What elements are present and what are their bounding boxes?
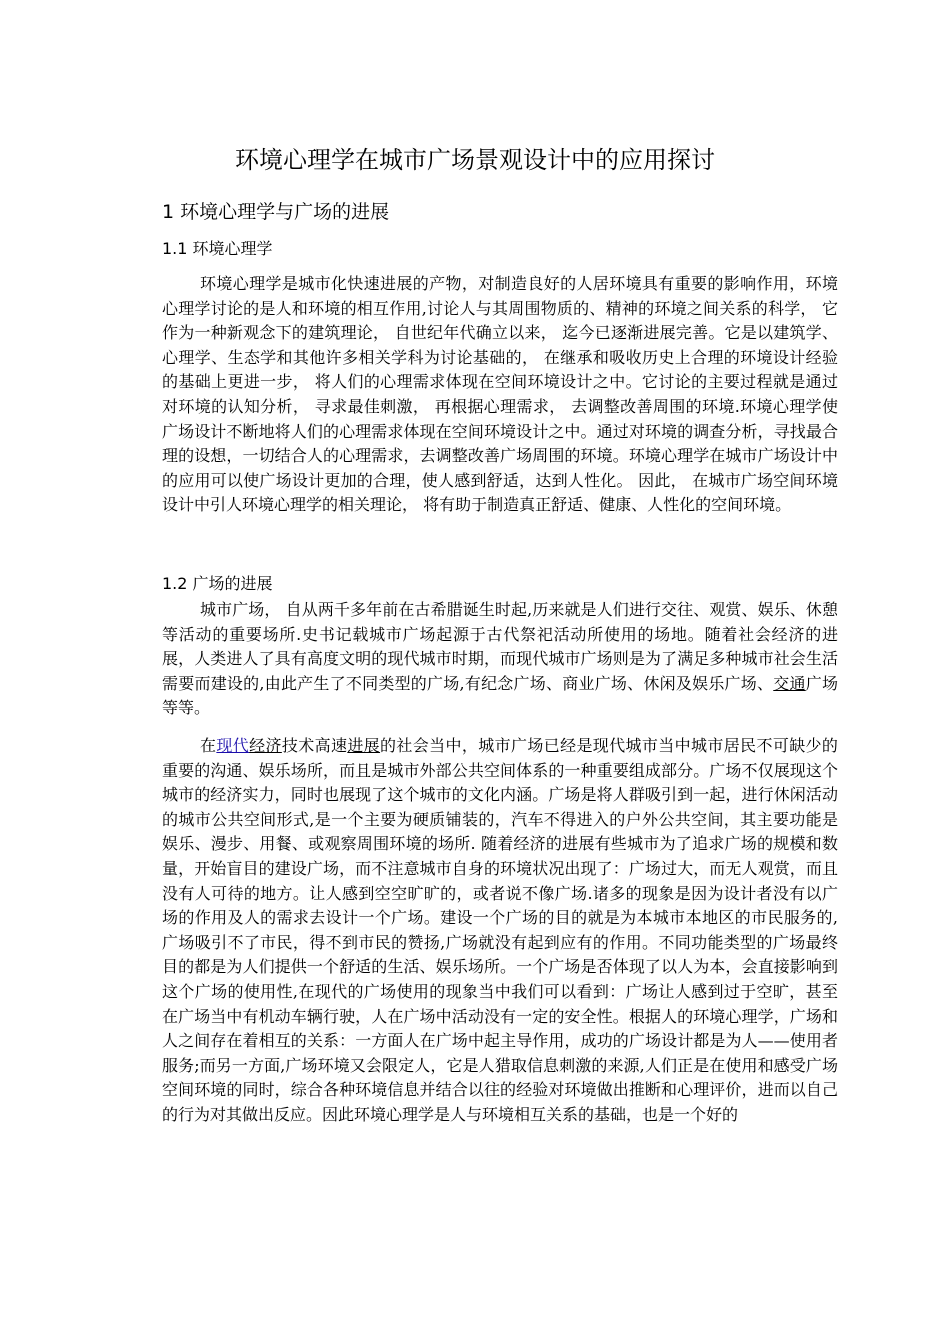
subsection-heading-1-2: 1.2 广场的进展 bbox=[162, 574, 273, 593]
paragraph-text-pre: 在 bbox=[200, 736, 217, 755]
section-heading-1: 1 环境心理学与广场的进展 bbox=[162, 201, 390, 223]
paragraph-environment-psychology: 环境心理学是城市化快速进展的产物，对制造良好的人居环境具有重要的影响作用，环境心理学讨论的是人和环境的相互作用,讨论人与其周围物质的、精神的环境之间关系的科学， 它作为一种新观念下的建筑理论， 自世纪年代确立以来， 迄今已逐渐进展完善。它是以建筑学、心理学、生态学和其他许多相关学科为讨论基础的， 在继承和吸收历史上合理的环境设计经验的基础上更进一步， 将人们的心理需求体现在空间环境设计之中。它讨论的主要过程就是通过对环境的认知分析， 寻求最佳刺激， 再根据心理需求， 去调整改善周围的环境.环境心理学使广场设计不断地将人们的心理需求体现在空间环境设计之中。通过对环境的调查分析，寻找最合理的设想，一切结合人的心理需求，去调整改善广场周围的环境。环境心理学在城市广场设计中的应用可以使广场设计更加的合理，使人感到舒适，达到人性化。 因此， 在城市广场空间环境设计中引人环境心理学的相关理论， 将有助于制造真正舒适、健康、人性化的空间环境。 bbox=[162, 274, 838, 515]
paragraph-text-mid: 技术高速 bbox=[281, 736, 348, 755]
document-title: 环境心理学在城市广场景观设计中的应用探讨 bbox=[235, 146, 715, 174]
paragraph-text: 的社会当中，城市广场已经是现代城市当中城市居民不可缺少的重要的沟通、娱乐场所，而且是城市外部公共空间体系的一种重要组成部分。广场不仅展现这个城市的经济实力，同时也展现了这个城市的文化内涵。广场是将人群吸引到一起，进行休闲活动的城市公共空间形式,是一个主要为硬质铺装的，汽车不得进入的户外公共空间，其主要功能是娱乐、漫步、用餐、或观察周围环境的场所. 随着经济的进展有些城市为了追求广场的规模和数量，开始盲目的建设广场，而不注意城市自身的环境状况出现了：广场过大，而无人观赏，而且没有人可待的地方。让人感到空空旷旷的，或者说不像广场.诸多的现象是因为设计者没有以广场的作用及人的需求去设计一个广场。建设一个广场的目的就是为本城市本地区的市民服务的,广场吸引不了市民，得不到市民的赞扬,广场就没有起到应有的作用。不同功能类型的广场最终目的都是为人们提供一个舒适的生活、娱乐场所。一个广场是否体现了以人为本，会直接影响到这个广场的使用性,在现代的广场使用的现象当中我们可以看到：广场让人感到过于空旷，甚至在广场当中有机动车辆行驶，人在广场中活动没有一定的安全性。根据人的环境心理学，广场和人之间存在着相互的关系：一方面人在广场中起主导作用，成功的广场设计都是为人——使用者服务;而另一方面,广场环境又会限定人，它是人猎取信息刺激的来源,人们正是在使用和感受广场空间环境的同时，综合各种环境信息并结合以往的经验对环境做出推断和心理评价，进而以自己的行为对其做出反应。因此环境心理学是人与环境相互关系的基础，也是一个好的 bbox=[162, 736, 838, 1124]
subsection-heading-1-1: 1.1 环境心理学 bbox=[162, 239, 273, 258]
link-modern[interactable]: 现代 bbox=[216, 736, 250, 755]
link-development[interactable]: 进展 bbox=[347, 736, 381, 755]
link-economy[interactable]: 经济 bbox=[249, 736, 282, 755]
paragraph-text-tail: 广场等等。 bbox=[162, 673, 838, 718]
paragraph-modern-square bbox=[162, 734, 838, 1128]
paragraph-text: 城市广场， 自从两千多年前在古希腊诞生时起,历来就是人们进行交往、观赏、娱乐、休憩等活动的重要场所.史书记载城市广场起源于古代祭祀活动所使用的场地。随着社会经济的进展，人类进人了具有高度文明的现代城市时期，而现代城市广场则是为了满足多种城市社会生活需要而建设的,由此产生了不同类型的广场,有纪念广场、商业广场、休闲及娱乐广场、 bbox=[162, 600, 838, 693]
link-traffic[interactable]: 交通 bbox=[773, 673, 806, 693]
paragraph-square-history bbox=[162, 598, 838, 721]
